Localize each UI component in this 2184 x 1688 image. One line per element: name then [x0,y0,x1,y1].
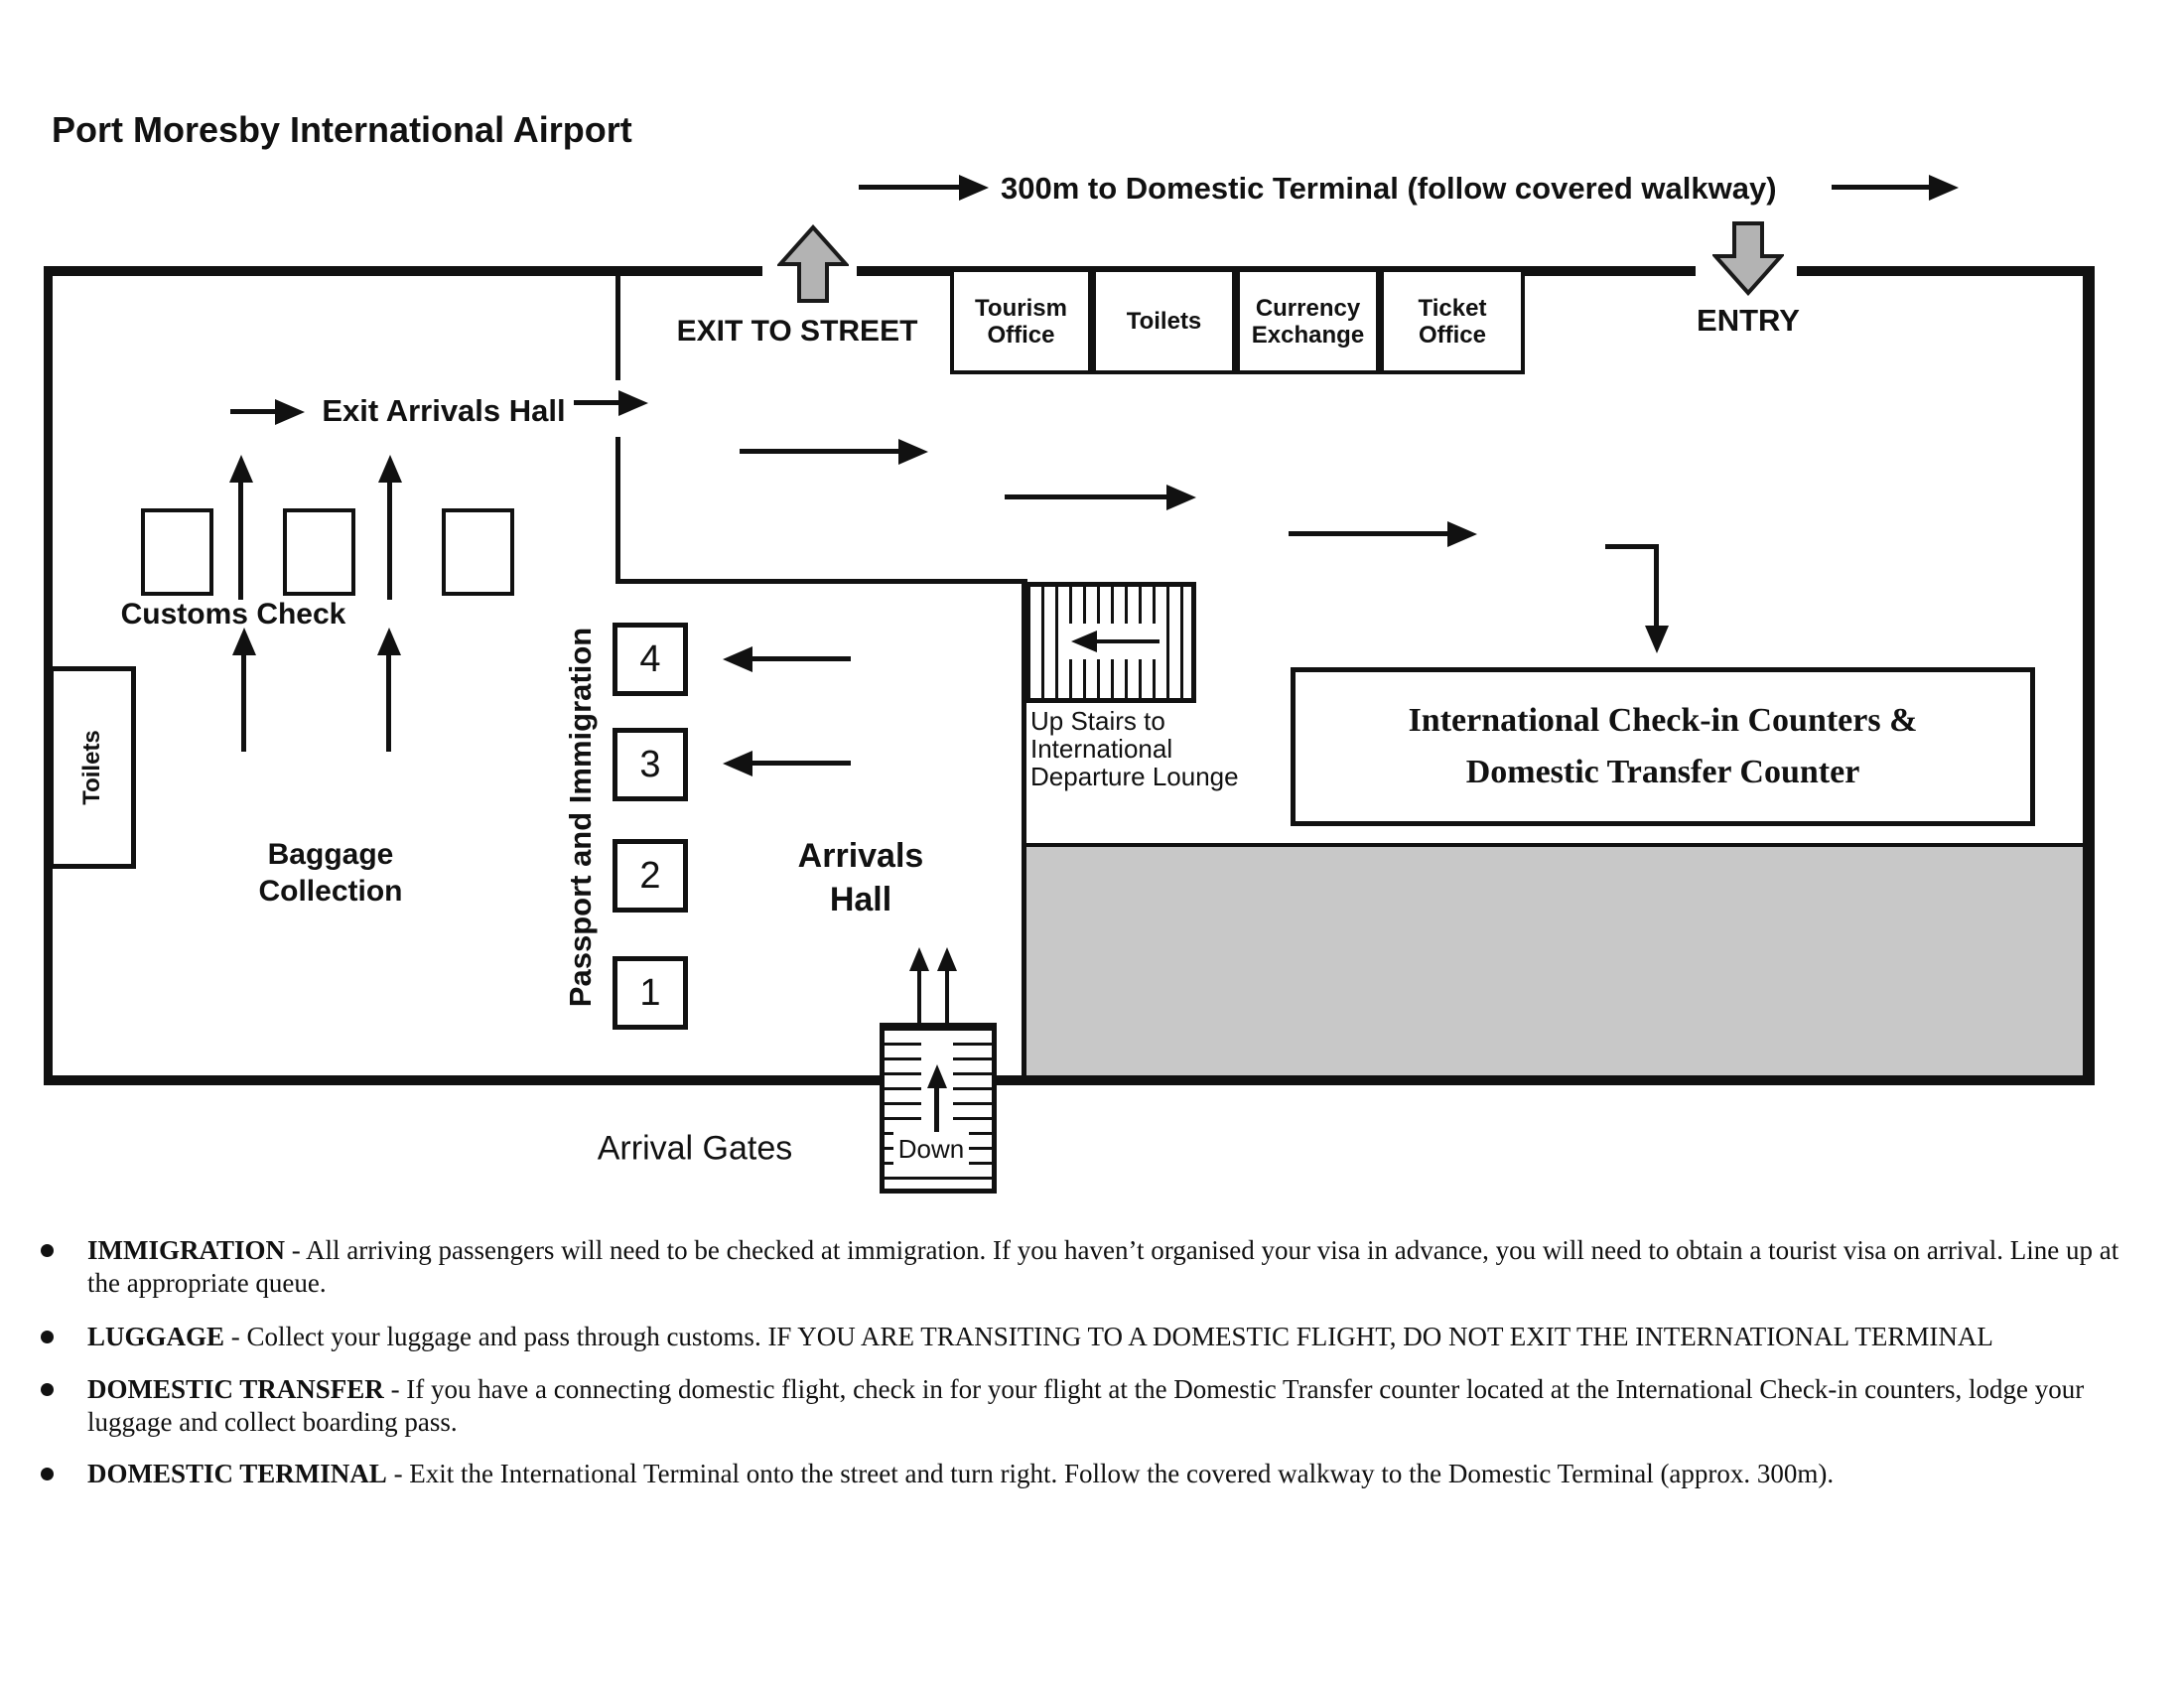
bullet-icon [41,1331,54,1343]
office-box-tourism [950,268,1092,374]
passport-immigration-label: Passport and Immigration [563,627,598,1008]
exit-arrivals-left-arrow-icon [230,409,275,414]
bullet-icon [41,1468,54,1480]
note-luggage [36,1321,2124,1353]
note-text: - If you have a connecting domestic flight, check in for your flight at the Domestic Transfer counter located at the International Check-in counters, lodge your luggage and collect boarding pass. [87,1374,2085,1437]
immigration-counter-2 [613,839,688,913]
counter-number: 4 [639,637,661,680]
walkway-left-arrow-icon [859,185,959,190]
baggage-to-customs-arrow-icon [241,655,246,752]
bottom-wall [44,1075,2095,1085]
inner-wall-lower-segment [615,437,620,581]
toilets-room [49,666,136,869]
exit-arrivals-hall-label: Exit Arrivals Hall [322,393,566,428]
toilets-room-label: Toilets [78,730,105,805]
queue-arrow-to-counter-3-icon [752,761,851,766]
arrivals-hall-text: Arrivals Hall [797,837,924,918]
office-label: Currency Exchange [1251,294,1365,349]
gate-up-arrow-icon [945,971,949,1023]
customs-check-label: Customs Check [120,598,346,631]
office-box-toilets [1092,268,1236,374]
flow-bend-horizontal-icon [1605,544,1659,549]
restricted-grey-zone [1026,843,2083,1075]
page-title: Port Moresby International Airport [52,109,632,150]
customs-up-arrow-icon [238,483,243,600]
note-term: DOMESTIC TERMINAL [87,1459,387,1488]
note-body [87,1458,1834,1490]
baggage-to-customs-arrow-icon [386,655,391,752]
down-stairs-label [893,1132,969,1166]
bullet-icon [41,1383,54,1396]
inner-wall-horizontal [615,579,1027,584]
entry-label: ENTRY [1697,303,1800,338]
office-box-currency-exchange [1236,268,1380,374]
checkin-counter-box [1291,667,2035,826]
flow-arrow-3-icon [1289,531,1447,536]
gate-up-arrow-icon [917,971,921,1023]
up-stairs-caption: Up Stairs to International Departure Lounge [1030,706,1239,791]
baggage-collection-label [221,836,440,910]
walkway-right-arrow-icon [1832,185,1929,190]
note-body [87,1234,2124,1300]
counter-number: 2 [639,854,661,897]
exit-to-street-arrow-icon [777,224,849,304]
up-stairs-left-arrow-icon [1097,639,1160,643]
counter-number: 3 [639,743,661,785]
office-label: Tourism Office [975,294,1067,349]
immigration-counter-4 [613,623,688,696]
note-text: - Collect your luggage and pass through customs. IF YOU ARE TRANSITING TO A DOMESTIC FLIGHT, DO NOT EXIT THE INTERNATIONAL TERMINAL [230,1322,1993,1351]
baggage-collection-text: Baggage Collection [258,838,403,908]
note-term: DOMESTIC TRANSFER [87,1374,384,1404]
office-label: Ticket Office [1418,294,1487,349]
immigration-counter-1 [613,956,688,1030]
note-text: - Exit the International Terminal onto the street and turn right. Follow the covered walkway to the Domestic Terminal (approx. 300m). [393,1459,1835,1488]
arrival-gates-label: Arrival Gates [597,1129,793,1168]
customs-counter-box [283,508,355,596]
down-text: Down [897,1133,965,1164]
flow-bend-down-arrow-icon [1654,544,1659,626]
checkin-label-line2: Domestic Transfer Counter [1465,754,1860,790]
counter-number: 1 [639,971,661,1014]
right-wall [2083,266,2095,1085]
checkin-label-line1: International Check-in Counters & [1408,702,1918,739]
flow-arrow-1-icon [740,449,898,454]
exit-to-street-label: EXIT TO STREET [676,315,918,348]
flow-arrow-2-icon [1005,494,1166,499]
note-domestic-transfer [36,1373,2124,1439]
down-stairs-up-arrow-icon [934,1088,939,1132]
arrivals-hall-label [771,834,950,921]
note-term: IMMIGRATION [87,1235,285,1265]
queue-arrow-to-counter-4-icon [752,656,851,661]
customs-counter-box [141,508,213,596]
note-text: - All arriving passengers will need to be checked at immigration. If you haven’t organised your visa in advance, you will need to obtain a tourist visa on arrival. Line up at the appropriate queue. [87,1235,2119,1298]
customs-up-arrow-icon [387,483,392,600]
immigration-counter-3 [613,728,688,801]
top-wall-right-segment [1797,266,2095,276]
note-immigration [36,1234,2124,1300]
note-body [87,1373,2124,1439]
exit-arrivals-right-arrow-icon [574,400,618,405]
note-body [87,1321,1993,1353]
office-box-ticket-office [1380,268,1525,374]
note-domestic-terminal [36,1458,2124,1490]
top-wall-left-segment [44,266,762,276]
note-term: LUGGAGE [87,1322,225,1351]
inner-wall-upper-segment [615,276,620,380]
walkway-note: 300m to Domestic Terminal (follow covered walkway) [1001,171,1777,206]
office-label: Toilets [1126,308,1202,335]
customs-counter-box [442,508,514,596]
bullet-icon [41,1244,54,1257]
entry-arrow-icon [1712,220,1784,296]
